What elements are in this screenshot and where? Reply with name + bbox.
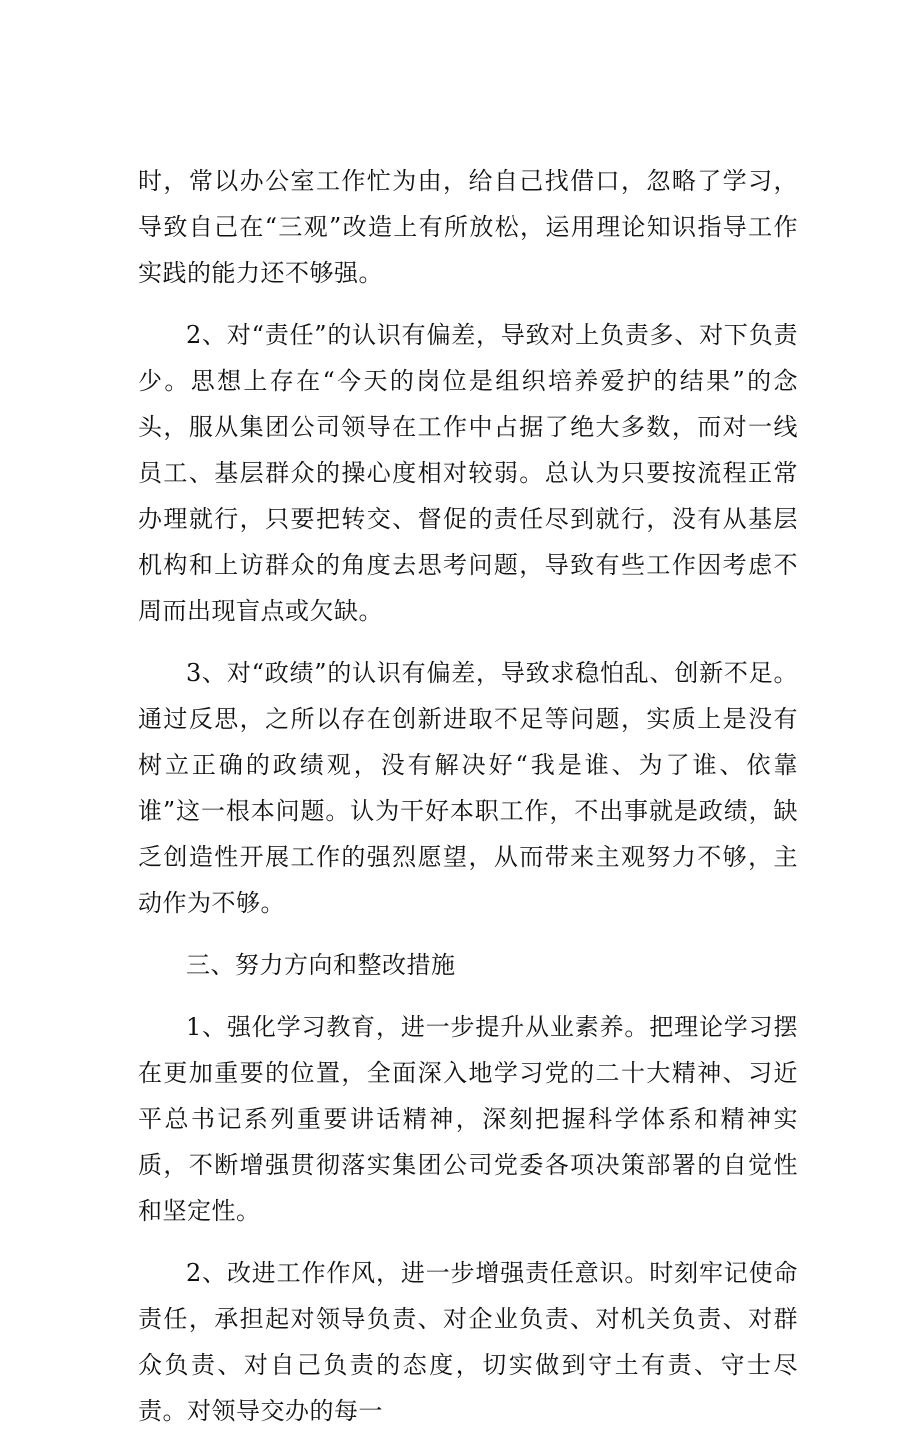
document-body xyxy=(138,158,798,1434)
paragraph-responsibility: 2、对“责任”的认识有偏差，导致对上负责多、对下负责少。思想上存在“今天的岗位是组织培养爱护的结果”的念头，服从集团公司领导在工作中占据了绝大多数，而对一线员工、基层群众的操心度相对较弱。总认为只要按流程正常办理就行，只要把转交、督促的责任尽到就行，没有从基层机构和上访群众的角度去思考问题，导致有些工作因考虑不周而出现盲点或欠缺。 xyxy=(138,321,798,625)
section-heading: 三、努力方向和整改措施 xyxy=(186,951,456,979)
paragraph-achievement: 3、对“政绩”的认识有偏差，导致求稳怕乱、创新不足。通过反思，之所以存在创新进取不足等问题，实质上是没有树立正确的政绩观，没有解决好“我是谁、为了谁、依靠谁”这一根本问题。认为干好本职工作，不出事就是政绩，缺乏创造性开展工作的强烈愿望，从而带来主观努力不够，主动作为不够。 xyxy=(138,659,798,917)
paragraph-study: 1、强化学习教育，进一步提升从业素养。把理论学习摆在更加重要的位置，全面深入地学习党的二十大精神、习近平总书记系列重要讲话精神，深刻把握科学体系和精神实质，不断增强贯彻落实集团公司党委各项决策部署的自觉性和坚定性。 xyxy=(138,1013,798,1225)
paragraph-continued: 时，常以办公室工作忙为由，给自己找借口，忽略了学习，导致自己在“三观”改造上有所放松，运用理论知识指导工作实践的能力还不够强。 xyxy=(138,167,798,287)
paragraph-work-style: 2、改进工作作风，进一步增强责任意识。时刻牢记使命责任，承担起对领导负责、对企业负责、对机关负责、对群众负责、对自己负责的态度，切实做到守土有责、守士尽责。对领导交办的每一 xyxy=(138,1259,798,1425)
